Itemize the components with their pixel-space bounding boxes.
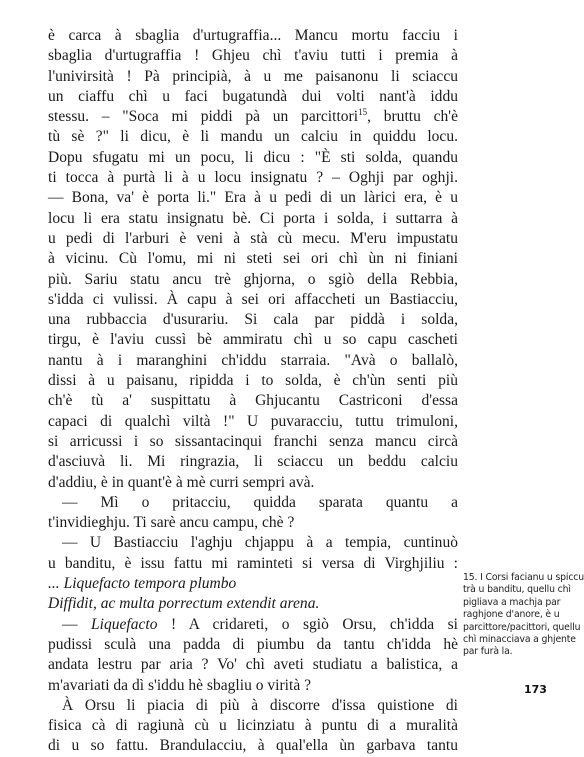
text-segment: , bruttu ch'è xyxy=(367,108,458,126)
text-line: À Orsu li piacia di più à discorre d'issa quistione di xyxy=(62,696,458,714)
text-line: un ciaffu chì u faci bugatundà dui volti nant'à iddu xyxy=(48,87,458,105)
text-line: u banditu, è issu fattu mi raminteti si versa di Virghjiliu : xyxy=(48,554,458,572)
latin-quote-line: Diffidit, ac multa porrectum extendit arena. xyxy=(48,595,320,613)
text-line: sbaglia d'urtugraffia ! Ghjeu chì t'aviu tutti i premia à xyxy=(48,47,458,65)
text-line: ch'è tù a' suspittatu à Ghjucantu Castriconi d'essa xyxy=(48,392,458,410)
text-line: m'avariati da dì s'iddu hè sbagliu o virità ? xyxy=(48,676,312,694)
footnote-line: par furà la. xyxy=(463,646,513,658)
footnote-line: chì minacciava a ghjente xyxy=(463,634,576,646)
text-line: Dopu sfugatu mi un pocu, li dicu : "È sti solda, quandu xyxy=(48,148,458,166)
text-line xyxy=(48,615,458,635)
text-line: più. Sariu statu ancu trè ghjorna, o sgiò della Rebbia, xyxy=(48,270,458,288)
footnote-line: raghjone d'anore, è u xyxy=(463,609,560,621)
footnote-line: trà u banditu, quellu chì xyxy=(463,584,571,596)
text-line: si arricussi i so sissantacinqui franchi senza mancu circà xyxy=(48,432,458,450)
footnote-line: pigliava a machja par xyxy=(463,596,561,608)
text-line-with-footnote xyxy=(48,107,458,127)
text-segment: ! A cridareti, o sgiò Orsu, ch'idda si xyxy=(157,615,458,633)
text-line: locu li era statu insignatu bè. Ci porta i solda, i suttarra à xyxy=(48,209,458,227)
text-segment: — xyxy=(62,615,91,633)
footnote-ref[interactable]: 15 xyxy=(358,107,368,118)
text-line: una rubbaccia d'usurariu. Si cala par piddà i solda, xyxy=(48,311,458,329)
text-line: fisica cà di ragiunà cù u licinziatu à puntu di a muralità xyxy=(48,717,458,735)
footnote-line: parcittore/pacittori, quellu xyxy=(463,621,581,633)
latin-quote-line: ... Liquefacto tempora plumbo xyxy=(48,575,237,593)
text-line: s'idda ci vulissi. À capu à sei ori affaccheti un Bastiacciu, xyxy=(48,290,458,308)
page-number: 173 xyxy=(524,683,547,696)
text-line: andata lestru par aria ? Vo' chì aveti studiatu a balistica, a xyxy=(48,656,458,674)
text-line: tirgu, è l'aviu cussì bè ammiratu chì u so capu cascheti xyxy=(48,331,458,349)
text-line: è carca à sbaglia d'urtugraffia... Mancu mortu facciu i xyxy=(48,27,458,44)
footnote xyxy=(463,572,584,659)
text-line: dissi à u paisanu, ripidda i to solda, è ch'ùn senti più xyxy=(48,372,458,390)
text-line: pudissi sculà una padda di piumbu da tantu ch'idda hè xyxy=(48,635,458,653)
text-line: à vicinu. Cù l'omu, mi ni steti sei ori chì ùn ni finiani xyxy=(48,250,458,268)
text-segment: stessu. – "Soca mi piddi pà un parcittori xyxy=(48,108,359,126)
text-line: — Mì o pritacciu, quidda sparata quantu a xyxy=(62,493,458,511)
text-line: l'univirsità ! Pà principià, à u me paisanonu li sciaccu xyxy=(48,67,458,85)
text-line: capaci di qualchì viltà !" U puvaracciu, tuttu trimuloni, xyxy=(48,412,458,430)
footnote-line: 15. I Corsi facianu u spiccu xyxy=(463,572,584,583)
text-line: d'asciuvà li. Mi ringrazia, li sciaccu un beddu calciu xyxy=(48,453,458,471)
text-line: tù sè ?" li dicu, è li mandu un calciu in quiddu locu. xyxy=(48,128,458,146)
text-line: ti tocca à purtà li à u locu insignatu ? – Oghji par oghji. xyxy=(48,169,458,187)
text-line: nantu à i maranghini ch'iddu starraia. "Avà o ballalò, xyxy=(48,351,458,369)
main-text xyxy=(48,26,458,757)
text-line: t'invidieghju. Ti sarè ancu campu, chè ? xyxy=(48,514,295,532)
italic-word: Liquefacto xyxy=(90,615,158,633)
text-line: u pedi di l'arburi è veni à stà cù mecu. M'eru impustatu xyxy=(48,229,458,247)
text-line: — Bona, va' è porta li." Era à u pedi di un làrici era, è u xyxy=(48,189,458,207)
text-line: d'addiu, è in quant'è à mè curri sempri avà. xyxy=(48,473,315,491)
text-line: di u so fattu. Brandulacciu, à qual'ella ùn garbava tantu xyxy=(48,737,458,755)
text-line: — U Bastiacciu l'aghju chjappu à a tempia, cuntinuò xyxy=(62,534,458,552)
